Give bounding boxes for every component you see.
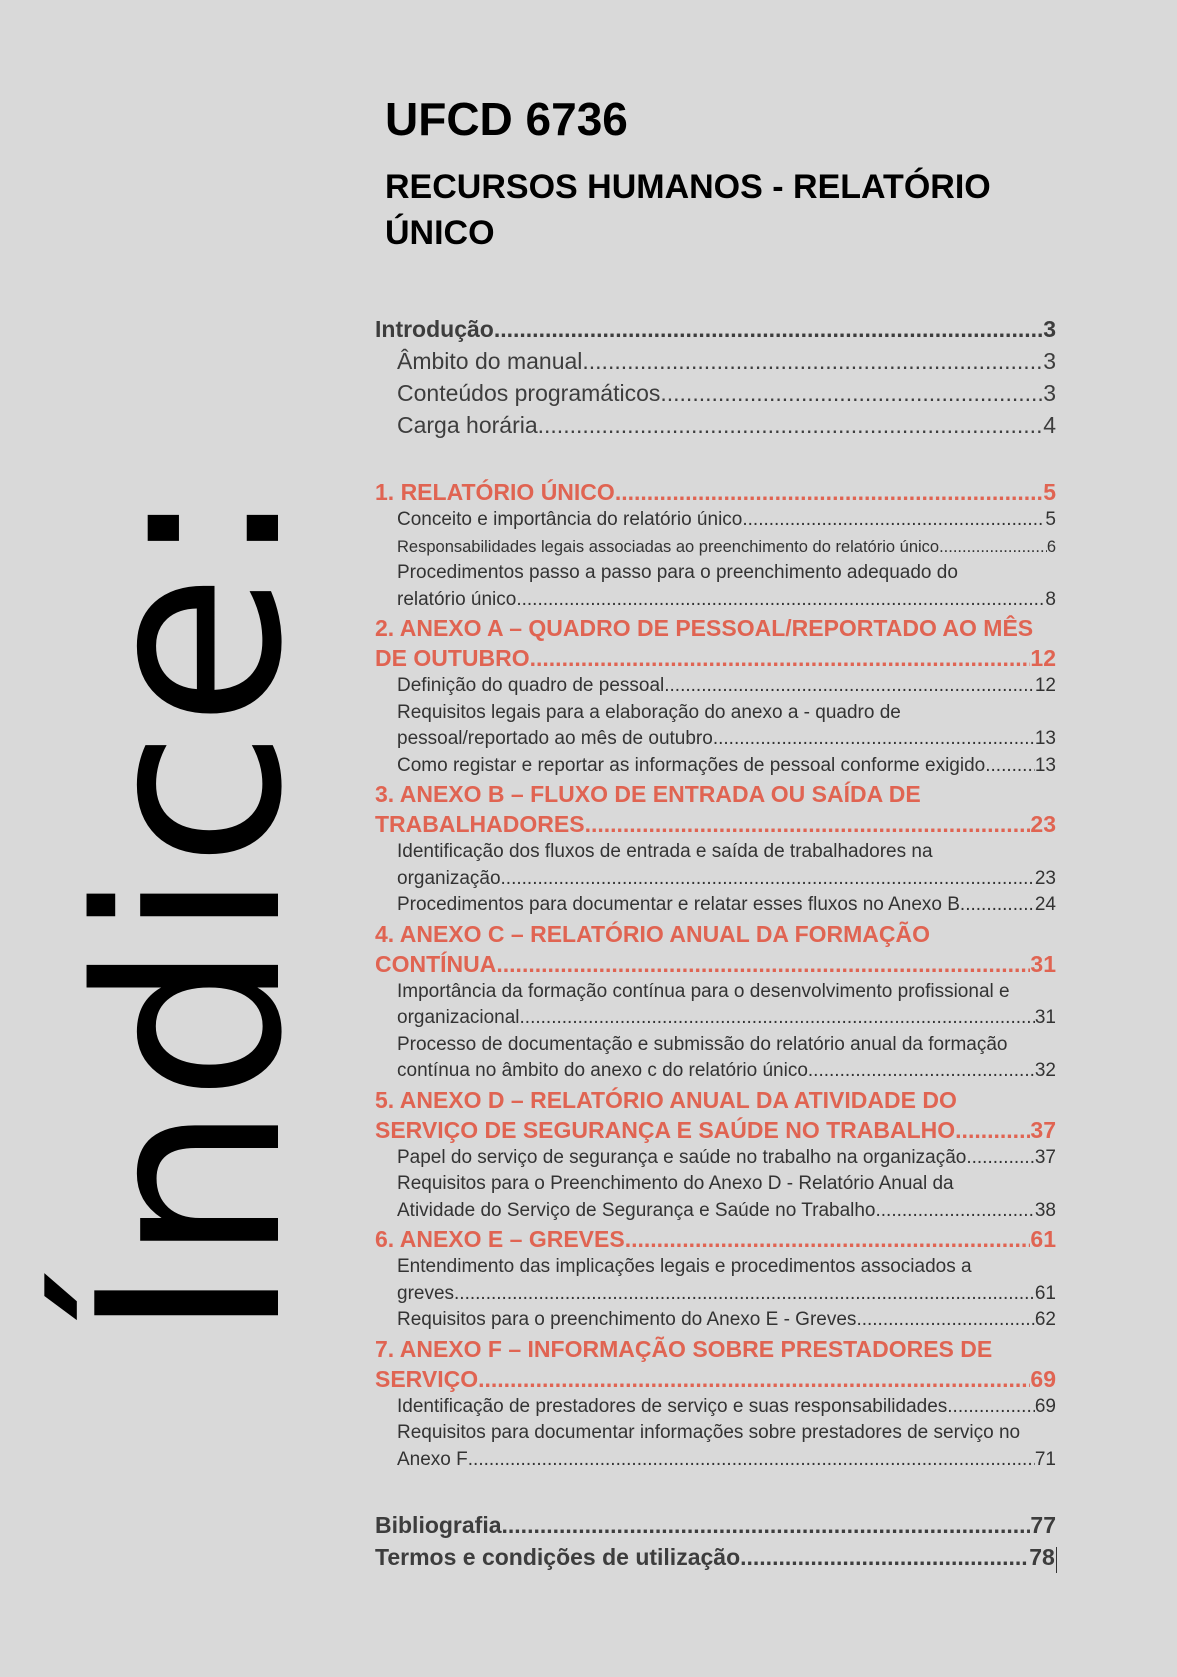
toc-entry-introducao[interactable] [375, 313, 1056, 345]
toc-entry-label: Anexo F [397, 1448, 468, 1470]
dot-leader [955, 1115, 1030, 1145]
toc-page-number: 69 [1034, 1395, 1056, 1417]
toc-entry-label: Definição do quadro de pessoal [397, 675, 665, 696]
toc-chapter-label: 6. ANEXO E – GREVES [375, 1226, 625, 1252]
dot-leader [713, 726, 1035, 753]
toc-page-number: 24 [1034, 894, 1056, 915]
toc-chapter-label: DE OUTUBRO [375, 645, 530, 671]
toc-page-number: 37 [1034, 1146, 1056, 1168]
dot-leader [454, 1281, 1035, 1308]
dot-leader [808, 1058, 1035, 1085]
toc-chapter-2[interactable] [375, 613, 1056, 673]
toc-page-number: 61 [1030, 1226, 1056, 1252]
dot-leader [947, 1394, 1035, 1421]
toc-entry-label: Bibliografia [375, 1512, 502, 1538]
toc-chapter-label: TRABALHADORES [375, 811, 585, 837]
course-title-line1: RECURSOS HUMANOS - RELATÓRIO [385, 168, 991, 206]
toc-entry-label: organizacional [397, 1007, 520, 1028]
table-of-contents [375, 313, 1056, 1573]
document-header [385, 92, 1025, 256]
toc-item-wrapped[interactable] [375, 839, 1056, 892]
dot-leader [664, 673, 1035, 700]
toc-chapter-label-line1: 7. ANEXO F – INFORMAÇÃO SOBRE PRESTADORES DE [375, 1335, 993, 1362]
toc-entry-label: Carga horária [397, 412, 538, 438]
toc-item[interactable] [375, 673, 1056, 700]
dot-leader [876, 1198, 1035, 1225]
toc-item-wrapped[interactable] [375, 1254, 1056, 1307]
toc-page-number: 38 [1034, 1199, 1056, 1221]
dot-leader [966, 1145, 1035, 1172]
toc-chapter-1[interactable] [375, 477, 1056, 507]
toc-chapter-6[interactable] [375, 1224, 1056, 1254]
toc-page-number: 12 [1034, 675, 1056, 696]
toc-page-number: 5 [1045, 509, 1056, 530]
toc-item[interactable] [375, 1394, 1056, 1421]
dot-leader [742, 507, 1045, 534]
dot-leader [478, 1364, 1030, 1394]
dot-leader [494, 313, 1043, 345]
toc-chapter-7[interactable] [375, 1334, 1056, 1394]
dot-leader [939, 534, 1047, 561]
toc-page-number: 31 [1030, 950, 1056, 977]
toc-entry-label: Introdução [375, 316, 494, 342]
dot-leader [468, 1447, 1035, 1474]
toc-entry-label: relatório único [397, 588, 517, 610]
toc-page-number: 62 [1034, 1309, 1056, 1330]
toc-page-number: 31 [1034, 1007, 1056, 1028]
toc-entry-label: Como registar e reportar as informações de pessoal conforme exigido [397, 754, 986, 776]
toc-chapter-label: CONTÍNUA [375, 950, 497, 977]
toc-page-number: 32 [1034, 1060, 1056, 1081]
toc-chapter-label: SERVIÇO [375, 1365, 479, 1392]
toc-item[interactable] [375, 507, 1056, 534]
toc-chapter-label-line1: 2. ANEXO A – QUADRO DE PESSOAL/REPORTADO AO MÊS [375, 615, 1034, 641]
toc-entry-label-line1: Requisitos para o Preenchimento do Anexo D - Relatório Anual da [397, 1173, 954, 1194]
toc-page-number: 13 [1034, 754, 1056, 776]
toc-chapter-label: 1. RELATÓRIO ÚNICO [375, 479, 615, 505]
dot-leader [625, 1224, 1031, 1254]
toc-entry-carga-horaria[interactable] [375, 409, 1056, 441]
toc-entry-bibliografia[interactable] [375, 1509, 1056, 1541]
toc-item-wrapped[interactable] [375, 1032, 1056, 1085]
toc-entry-label-line1: Processo de documentação e submissão do relatório anual da formação [397, 1033, 1008, 1055]
toc-page-number: 61 [1034, 1282, 1056, 1304]
toc-entry-label: contínua no âmbito do anexo c do relatório único [397, 1060, 808, 1081]
toc-chapter-3[interactable] [375, 779, 1056, 839]
toc-entry-label: Papel do serviço de segurança e saúde no trabalho na organização [397, 1146, 967, 1168]
dot-leader [520, 1005, 1035, 1032]
toc-page-number: 3 [1043, 348, 1056, 374]
course-title-line2: ÚNICO [385, 214, 495, 252]
toc-entry-label: Termos e condições de utilização [375, 1544, 741, 1570]
toc-item-wrapped[interactable] [375, 979, 1056, 1032]
dot-leader [985, 753, 1035, 780]
dot-leader [960, 892, 1035, 919]
toc-entry-label: Conteúdos programáticos [397, 380, 661, 406]
toc-page-number: 3 [1043, 316, 1056, 342]
toc-entry-label: organização [397, 867, 501, 889]
toc-entry-label-line1: Requisitos para documentar informações sobre prestadores de serviço no [397, 1422, 1021, 1443]
toc-entry-label-line1: Requisitos legais para a elaboração do anexo a - quadro de [397, 701, 901, 723]
dot-leader [501, 866, 1035, 893]
toc-chapter-label: SERVIÇO DE SEGURANÇA E SAÚDE NO TRABALHO [375, 1116, 956, 1143]
toc-item[interactable] [375, 1145, 1056, 1172]
dot-leader [660, 377, 1043, 409]
toc-item-wrapped[interactable] [375, 1420, 1056, 1473]
toc-item[interactable] [375, 1307, 1056, 1334]
dot-leader [582, 345, 1043, 377]
toc-item[interactable] [375, 892, 1056, 919]
toc-entry-label-line1: Identificação dos fluxos de entrada e saída de trabalhadores na [397, 841, 933, 862]
toc-entry-label: Âmbito do manual [397, 348, 583, 374]
toc-chapter-label-line1: 3. ANEXO B – FLUXO DE ENTRADA OU SAÍDA DE [375, 781, 921, 807]
toc-item-wrapped[interactable] [375, 700, 1056, 753]
toc-page-number: 12 [1030, 645, 1056, 671]
dot-leader [856, 1307, 1034, 1334]
toc-entry-label: Responsabilidades legais associadas ao preenchimento do relatório único [397, 537, 940, 556]
dot-leader [530, 643, 1031, 673]
toc-page-number: 37 [1030, 1116, 1056, 1143]
toc-entry-label: greves [397, 1282, 455, 1304]
dot-leader [538, 409, 1044, 441]
toc-entry-label-line1: Procedimentos passo a passo para o preenchimento adequado do [397, 562, 958, 583]
toc-page-number: 6 [1046, 537, 1056, 556]
toc-page-number: 8 [1045, 588, 1056, 610]
toc-entry-label: Requisitos para o preenchimento do Anexo E - Greves [397, 1309, 857, 1330]
toc-entry-label: Atividade do Serviço de Segurança e Saúde no Trabalho [397, 1199, 876, 1221]
toc-page-number: 3 [1043, 380, 1056, 406]
toc-item[interactable] [375, 534, 1056, 561]
dot-leader [740, 1541, 1029, 1573]
toc-page-number: 13 [1034, 728, 1056, 749]
toc-page-number: 69 [1030, 1365, 1056, 1392]
toc-page-number: 77 [1030, 1512, 1056, 1538]
toc-page-number: 23 [1030, 811, 1056, 837]
index-vertical-title: Índice: [45, 483, 338, 1340]
toc-entry-label: Identificação de prestadores de serviço e suas responsabilidades [397, 1395, 948, 1417]
toc-page-number: 4 [1043, 412, 1056, 438]
toc-entry-ambito[interactable] [375, 345, 1056, 377]
toc-entry-label: Conceito e importância do relatório único [397, 509, 743, 530]
toc-item-wrapped[interactable] [375, 1171, 1056, 1224]
toc-page-number: 71 [1034, 1448, 1056, 1470]
toc-page-number: 78 [1029, 1544, 1055, 1570]
toc-page-number: 5 [1043, 479, 1056, 505]
dot-leader [496, 949, 1030, 979]
course-title [385, 164, 1025, 256]
toc-entry-conteudos[interactable] [375, 377, 1056, 409]
dot-leader [585, 809, 1031, 839]
toc-chapter-4[interactable] [375, 919, 1056, 979]
toc-entry-termos[interactable] [375, 1541, 1056, 1573]
dot-leader [516, 587, 1045, 614]
dot-leader [502, 1509, 1031, 1541]
toc-page-number: 23 [1034, 867, 1056, 889]
toc-entry-label-line1: Importância da formação contínua para o desenvolvimento profissional e [397, 980, 1010, 1002]
toc-chapter-5[interactable] [375, 1085, 1056, 1145]
dot-leader [615, 477, 1043, 507]
toc-item-wrapped[interactable] [375, 560, 1056, 613]
toc-chapter-label-line1: 4. ANEXO C – RELATÓRIO ANUAL DA FORMAÇÃO [375, 920, 930, 947]
toc-entry-label: Procedimentos para documentar e relatar esses fluxos no Anexo B [397, 894, 960, 915]
toc-chapter-label-line1: 5. ANEXO D – RELATÓRIO ANUAL DA ATIVIDADE DO [375, 1086, 957, 1113]
toc-item[interactable] [375, 753, 1056, 780]
toc-entry-label: pessoal/reportado ao mês de outubro [397, 728, 713, 749]
toc-entry-label-line1: Entendimento das implicações legais e procedimentos associados a [397, 1256, 972, 1277]
course-code: UFCD 6736 [385, 93, 628, 145]
